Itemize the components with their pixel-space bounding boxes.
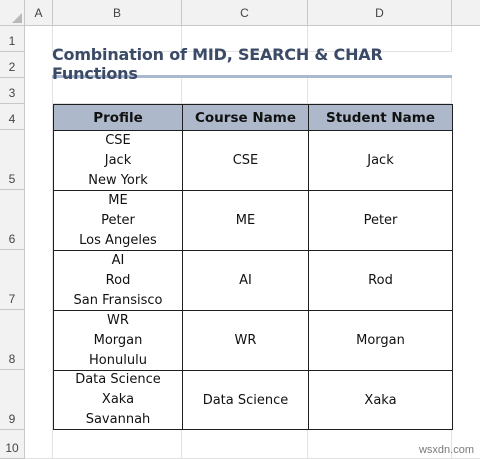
cell-student-name[interactable]: Morgan <box>308 310 453 371</box>
row-header-8[interactable]: 8 <box>0 310 25 370</box>
profile-line: Data Science <box>75 372 161 387</box>
cell-course-name[interactable]: ME <box>182 190 309 251</box>
profile-line: Savannah <box>85 412 151 427</box>
cell-course-name[interactable]: AI <box>182 250 309 311</box>
grid-cell[interactable] <box>182 430 308 459</box>
profile-line: ME <box>108 192 128 208</box>
cell-course-name[interactable]: WR <box>182 310 309 371</box>
cell-student-name[interactable]: Peter <box>308 190 453 251</box>
profile-line: AI <box>111 252 125 268</box>
profile-line: WR <box>107 312 129 328</box>
grid-cell[interactable] <box>53 430 182 459</box>
profile-line: Jack <box>104 152 132 168</box>
row-header-1[interactable]: 1 <box>0 26 25 52</box>
cell-course-name[interactable]: CSE <box>182 130 309 191</box>
cell-student-name[interactable]: Rod <box>308 250 453 311</box>
cell-profile[interactable] <box>53 130 183 191</box>
column-header-a[interactable]: A <box>25 0 53 26</box>
row-header-2[interactable]: 2 <box>0 52 25 78</box>
column-header-d[interactable]: D <box>308 0 452 26</box>
row-header-7[interactable]: 7 <box>0 250 25 310</box>
header-student-name[interactable]: Student Name <box>308 104 453 131</box>
column-header-e[interactable] <box>452 0 480 26</box>
row-header-3[interactable]: 3 <box>0 78 25 104</box>
profile-line: New York <box>88 172 148 188</box>
profile-line: Rod <box>105 272 131 288</box>
profile-line: Peter <box>101 212 135 228</box>
row-header-9[interactable]: 9 <box>0 370 25 430</box>
select-all-corner[interactable] <box>0 0 25 26</box>
header-course-name[interactable]: Course Name <box>182 104 309 131</box>
profile-line: San Fransisco <box>73 292 163 308</box>
column-header-b[interactable]: B <box>53 0 182 26</box>
cell-course-name[interactable]: Data Science <box>182 370 309 430</box>
profile-line: Xaka <box>101 392 135 407</box>
cell-profile[interactable] <box>53 250 183 311</box>
row-header-10[interactable]: 10 <box>0 430 25 459</box>
cell-student-name[interactable]: Jack <box>308 130 453 191</box>
watermark: wsxdn.com <box>418 444 474 456</box>
cell-student-name[interactable]: Xaka <box>308 370 453 430</box>
row-header-5[interactable]: 5 <box>0 130 25 190</box>
grid-column-e <box>452 26 480 459</box>
column-header-c[interactable]: C <box>182 0 308 26</box>
header-profile[interactable]: Profile <box>53 104 183 131</box>
sheet-title[interactable]: Combination of MID, SEARCH & CHAR Functions <box>52 52 452 78</box>
row-header-4[interactable]: 4 <box>0 104 25 130</box>
select-all-triangle-icon <box>12 13 22 23</box>
profile-line: Honululu <box>89 352 147 368</box>
cell-profile[interactable] <box>53 310 183 371</box>
profile-line: Morgan <box>93 332 143 348</box>
profile-line: Los Angeles <box>79 232 157 248</box>
cell-profile[interactable] <box>53 370 183 430</box>
grid-column-a <box>25 26 53 459</box>
profile-line: CSE <box>105 132 131 148</box>
cell-profile[interactable] <box>53 190 183 251</box>
row-header-6[interactable]: 6 <box>0 190 25 250</box>
